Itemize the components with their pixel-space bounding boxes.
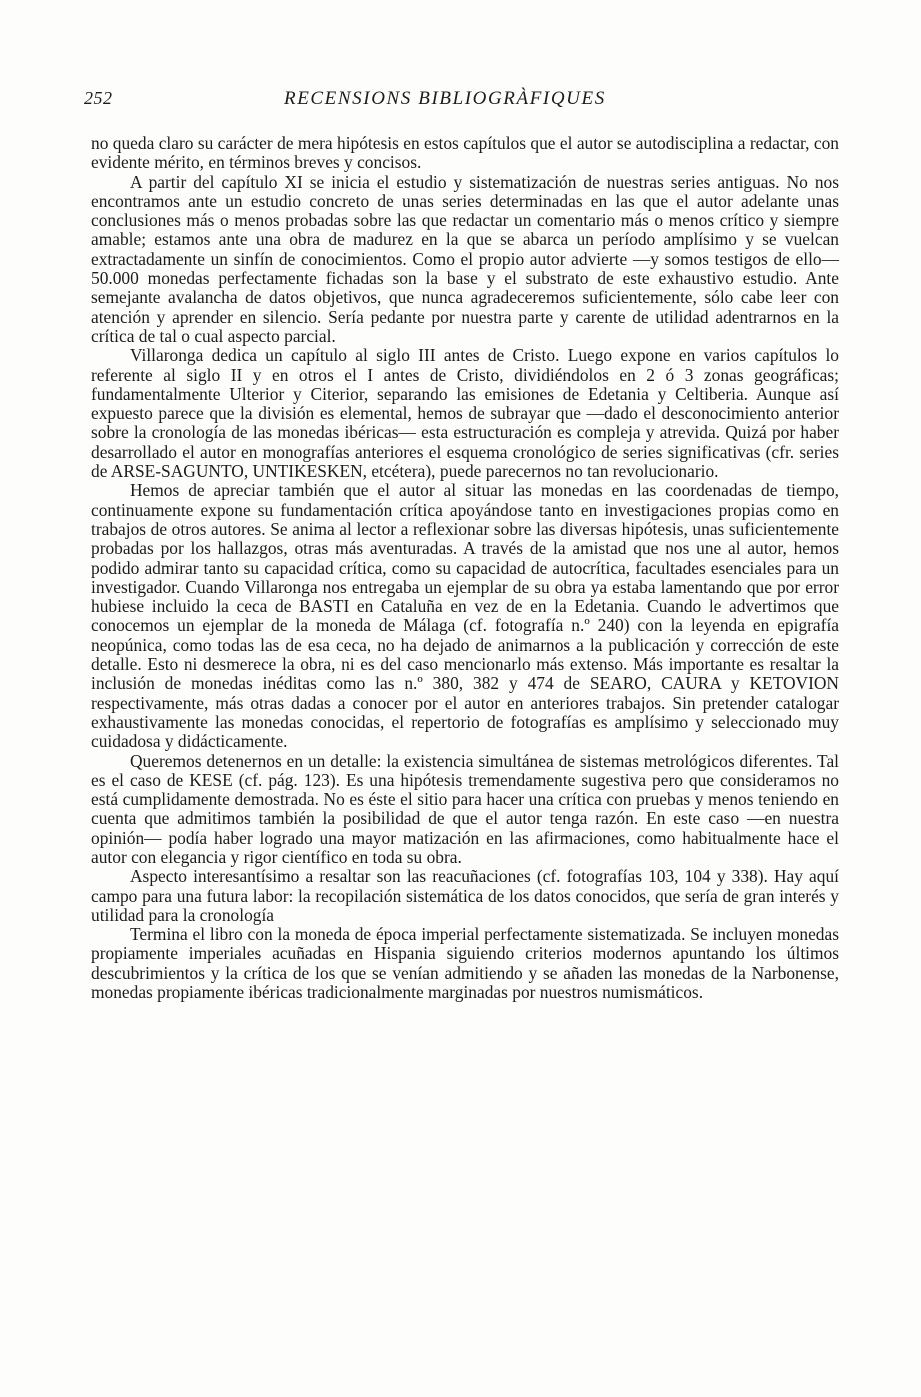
paragraph: Queremos detenernos en un detalle: la existencia simultánea de sistemas metrológicos diferentes. Tal es el caso de KESE (cf. pág. 123). Es una hipótesis tremendamente sugestiva pero que consideramos no está cumplidamente demostrada. No es éste el sitio para hacer una crítica con pruebas y menos teniendo en cuenta que admitimos también la posibilidad de que el autor tenga razón. En este caso —en nuestra opinión— podía haber logrado una mayor matización en las afirmaciones, como habitualmente hace el autor con elegancia y rigor científico en toda su obra. — [91, 750, 839, 867]
page-number: 252 — [84, 88, 113, 108]
paragraph: Termina el libro con la moneda de época imperial perfectamente sistematizada. Se incluyen monedas propiamente imperiales acuñadas en Hispania siguiendo criterios modernos apuntando los últimos descubrimientos y la crítica de los que se venían admitiendo y se añaden las monedas de la Narbonense, monedas propiamente ibéricas tradicionalmente marginadas por nuestros numismáticos. — [91, 924, 839, 1003]
running-title: RECENSIONS BIBLIOGRÀFIQUES — [284, 88, 606, 109]
paragraph: no queda claro su carácter de mera hipótesis en estos capítulos que el autor se autodisciplina a redactar, con evidente mérito, en términos breves y concisos. — [91, 133, 839, 173]
paragraph: A partir del capítulo XI se inicia el estudio y sistematización de nuestras series antiguas. No nos encontramos ante un estudio concreto de unas series determinadas en las que el autor adelante unas conclusiones más o menos probadas sobre las que redactar un comentario más o menos crítico y siempre amable; estamos ante una obra de madurez en la que se abarca un período amplísimo y se vuelcan extractadamente un sinfín de conocimientos. Como el propio autor advierte —y somos testigos de ello— 50.000 monedas perfectamente fichadas son la base y el substrato de este exhaustivo estudio. Ante semejante avalancha de datos objetivos, que nunca agradeceremos suficientemente, sólo cabe leer con atención y aprender en silencio. Sería pedante por nuestra parte y carente de utilidad adentrarnos en la crítica de tal o cual aspecto parcial. — [91, 171, 839, 346]
page-header — [84, 88, 842, 118]
paragraph: Villaronga dedica un capítulo al siglo III antes de Cristo. Luego expone en varios capítulos lo referente al siglo II y en otros el I antes de Cristo, dividiéndolos en 2 ó 3 zonas geográficas; fundamentalmente Ulterior y Citerior, separando las emisiones de Edetania y Celtiberia. Aunque así expuesto parece que la división es elemental, hemos de subrayar que —dado el desconocimiento anterior sobre la cronología de las monedas ibéricas— esta estructuración es compleja y atrevida. Quizá por haber desarrollado el autor en monografías anteriores el esquema cronológico de series significativas (cfr. series de ARSE-SAGUNTO, UNTIKESKEN, etcétera), puede parecernos no tan revolucionario. — [91, 345, 839, 482]
body-text — [91, 134, 839, 1002]
paragraph: Hemos de apreciar también que el autor al situar las monedas en las coordenadas de tiempo, continuamente expone su fundamentación crítica apoyándose tanto en investigaciones propias como en trabajos de otros autores. Se anima al lector a reflexionar sobre las diversas hipótesis, unas suficientemente probadas por los hallazgos, otras más aventuradas. A través de la amistad que nos une al autor, hemos podido admirar tanto su capacidad crítica, como su capacidad de autocrítica, facultades esenciales para un investigador. Cuando Villaronga nos entregaba un ejemplar de su obra ya estaba lamentando que por error hubiese incluido la ceca de BASTI en Cataluña en vez de en la Edetania. Cuando le advertimos que conocemos un ejemplar de la moneda de Málaga (cf. fotografía n.º 240) con la leyenda en epigrafía neopúnica, como todas las de esa ceca, no ha dejado de animarnos a la publicación y corrección de este detalle. Esto ni desmerece la obra, ni es del caso mencionarlo más extenso. Más importante es resaltar la inclusión de monedas inéditas como las n.º 380, 382 y 474 de SEARO, CAURA y KETOVION respectivamente, más otras dadas a conocer por el autor en anteriores trabajos. Sin pretender catalogar exhaustivamente las monedas conocidas, el repertorio de fotografías es amplísimo y seleccionado muy cuidadosa y didácticamente. — [91, 480, 839, 752]
paragraph: Aspecto interesantísimo a resaltar son las reacuñaciones (cf. fotografías 103, 104 y 338). Hay aquí campo para una futura labor: la recopilación sistemática de los datos conocidos, que sería de gran interés y utilidad para la cronología — [91, 866, 839, 925]
